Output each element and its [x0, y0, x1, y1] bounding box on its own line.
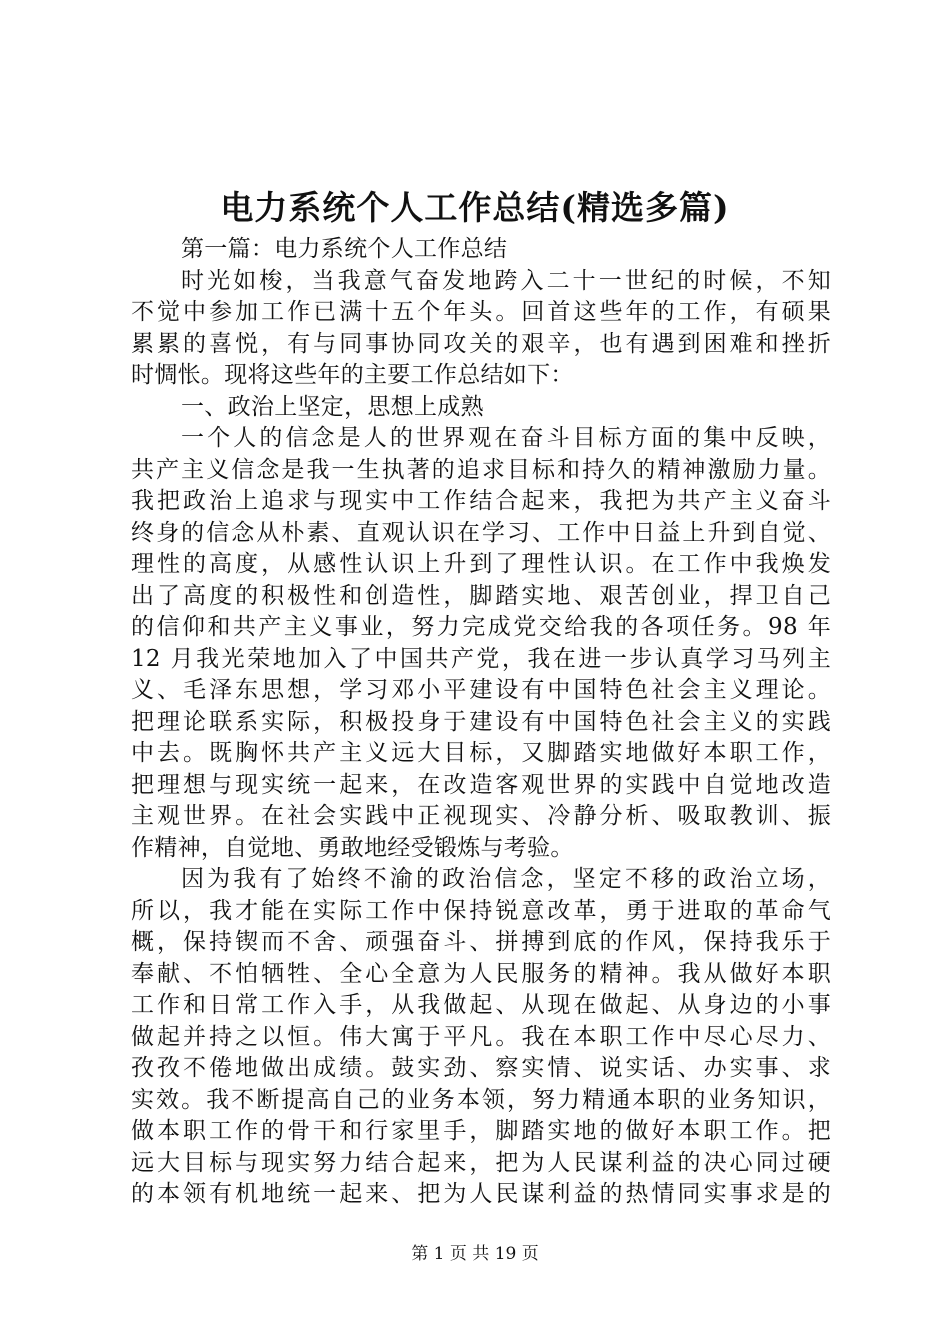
body-line: 作精神，自觉地、勇敢地经受锻炼与考验。	[131, 834, 574, 861]
body-line: 中去。既胸怀共产主义远大目标，又脚踏实地做好本职工作，	[131, 740, 831, 766]
body-line: 我把政治上追求与现实中工作结合起来，我把为共产主义奋斗	[131, 488, 831, 514]
body-line: 义、毛泽东思想，学习邓小平建设有中国特色社会主义理论。	[131, 677, 831, 703]
body-line: 12 月我光荣地加入了中国共产党，我在进一步认真学习马列主	[131, 645, 831, 672]
body-line: 的本领有机地统一起来、把为人民谋利益的热情同实事求是的	[131, 1181, 831, 1207]
body-line: 做本职工作的骨干和行家里手，脚踏实地的做好本职工作。把	[131, 1118, 831, 1144]
body-line: 共产主义信念是我一生执著的追求目标和持久的精神激励力量。	[131, 456, 831, 483]
body-line: 主观世界。在社会实践中正视现实、冷静分析、吸取教训、振	[131, 803, 831, 829]
body-line: 把理论联系实际，积极投身于建设有中国特色社会主义的实践	[131, 708, 831, 735]
body-line: 第一篇：电力系统个人工作总结	[181, 236, 508, 262]
body-line: 实效。我不断提高自己的业务本领，努力精通本职的业务知识，	[131, 1086, 831, 1113]
body-line: 奉献、不怕牺牲、全心全意为人民服务的精神。我从做好本职	[131, 960, 831, 987]
body-line: 做起并持之以恒。伟大寓于平凡。我在本职工作中尽心尽力、	[131, 1023, 831, 1050]
body-line: 不觉中参加工作已满十五个年头。回首这些年的工作，有硕果	[131, 299, 831, 325]
body-line: 远大目标与现实努力结合起来，把为人民谋利益的决心同过硬	[131, 1149, 831, 1176]
body-line: 把理想与现实统一起来，在改造客观世界的实践中自觉地改造	[131, 771, 831, 798]
body-line: 终身的信念从朴素、直观认识在学习、工作中日益上升到自觉、	[131, 519, 831, 546]
body-line: 时惆怅。现将这些年的主要工作总结如下：	[131, 362, 574, 388]
body-line: 时光如梭，当我意气奋发地跨入二十一世纪的时候，不知	[181, 267, 831, 294]
body-line: 因为我有了始终不渝的政治信念，坚定不移的政治立场，	[181, 866, 831, 892]
body-line: 所以，我才能在实际工作中保持锐意改革，勇于进取的革命气	[131, 897, 831, 924]
body-line: 工作和日常工作入手，从我做起、从现在做起、从身边的小事	[131, 992, 831, 1018]
body-line: 的信仰和共产主义事业，努力完成党交给我的各项任务。98 年	[131, 614, 831, 640]
page-footer: 第 1 页 共 19 页	[411, 1244, 539, 1264]
body-line: 出了高度的积极性和创造性，脚踏实地、艰苦创业，捍卫自己	[131, 582, 831, 609]
body-line: 一个人的信念是人的世界观在奋斗目标方面的集中反映，	[181, 425, 831, 451]
document-title: 电力系统个人工作总结(精选多篇)	[220, 188, 730, 227]
body-line: 概，保持锲而不舍、顽强奋斗、拼搏到底的作风，保持我乐于	[131, 929, 831, 955]
document-body	[131, 234, 831, 1211]
body-line: 一、政治上坚定，思想上成熟	[181, 393, 484, 420]
body-line: 理性的高度，从感性认识上升到了理性认识。在工作中我焕发	[131, 551, 831, 577]
body-line: 孜孜不倦地做出成绩。鼓实劲、察实情、说实话、办实事、求	[131, 1055, 831, 1081]
body-line: 累累的喜悦，有与同事协同攻关的艰辛，也有遇到困难和挫折	[131, 330, 831, 357]
